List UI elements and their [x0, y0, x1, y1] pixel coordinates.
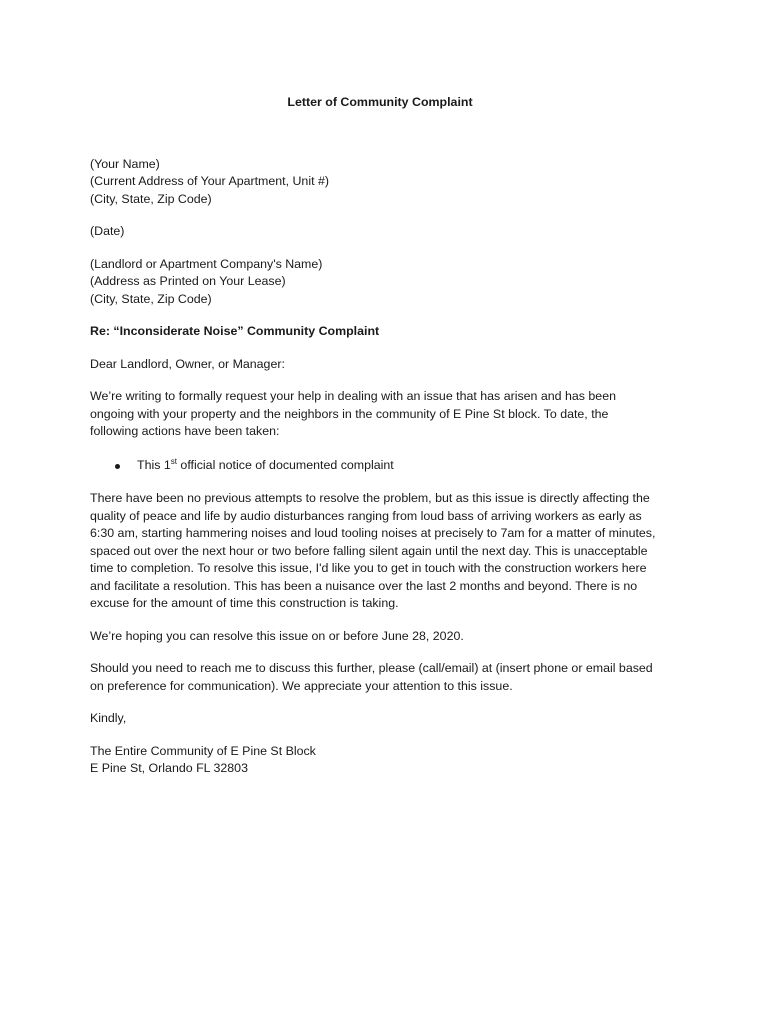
intro-paragraph — [90, 388, 680, 441]
signature-block — [90, 743, 680, 778]
body-line: time to completion. To resolve this issue, I'd like you to get in touch with the construction workers here — [90, 561, 647, 575]
body-paragraph — [90, 490, 680, 613]
sender-city-state-zip: (City, State, Zip Code) — [90, 191, 212, 206]
bullet-suffix: official notice of documented complaint — [176, 457, 394, 472]
re-line: Re: “Inconsiderate Noise” Community Complaint — [90, 324, 380, 338]
body-line: 6:30 am, starting hammering noises and loud tooling noises at precisely to 7am for a matter of minutes, — [90, 526, 656, 540]
contact-line: on preference for communication). We appreciate your attention to this issue. — [90, 678, 513, 693]
closing: Kindly, — [90, 711, 127, 725]
bullet-superscript: st — [170, 456, 177, 466]
bullet-prefix: This 1 — [137, 457, 171, 472]
salutation: Dear Landlord, Owner, or Manager: — [90, 356, 285, 371]
deadline-paragraph: We’re hoping you can resolve this issue on or before June 28, 2020. — [90, 628, 464, 643]
sender-name: (Your Name) — [90, 156, 160, 171]
intro-line: following actions have been taken: — [90, 424, 280, 438]
body-line: and facilitate a resolution. This has been a nuisance over the last 2 months and beyond. There is no — [90, 578, 638, 593]
contact-paragraph — [90, 660, 680, 695]
actions-list — [90, 457, 680, 475]
recipient-address: (Address as Printed on Your Lease) — [90, 274, 286, 288]
letter-date: (Date) — [90, 224, 125, 238]
intro-line: We’re writing to formally request your help in dealing with an issue that has arisen and has been — [90, 389, 616, 403]
list-item — [115, 457, 680, 475]
letter-body — [90, 94, 680, 778]
sender-block — [90, 156, 680, 209]
signature-name: The Entire Community of E Pine St Block — [90, 743, 316, 758]
body-line: There have been no previous attempts to resolve the problem, but as this issue is directly affecting the — [90, 491, 650, 505]
date-line — [90, 223, 680, 241]
letter-title: Letter of Community Complaint — [287, 95, 473, 109]
recipient-city-state-zip: (City, State, Zip Code) — [90, 291, 212, 306]
body-line: spaced out over the next hour or two before falling silent again until the next day. This is unacceptable — [90, 543, 648, 558]
body-line: excuse for the amount of time this construction is taking. — [90, 596, 399, 610]
recipient-block — [90, 256, 680, 309]
intro-line: ongoing with your property and the neighbors in the community of E Pine St block. To date, the — [90, 406, 609, 421]
bullet-icon — [115, 464, 120, 469]
sender-address: (Current Address of Your Apartment, Unit #) — [90, 174, 329, 188]
recipient-name: (Landlord or Apartment Company's Name) — [90, 256, 323, 271]
signature-address: E Pine St, Orlando FL 32803 — [90, 761, 248, 775]
body-line: quality of peace and life by audio disturbances ranging from loud bass of arriving workers as early as — [90, 508, 642, 523]
contact-line: Should you need to reach me to discuss this further, please (call/email) at (insert phone or email based — [90, 661, 653, 675]
